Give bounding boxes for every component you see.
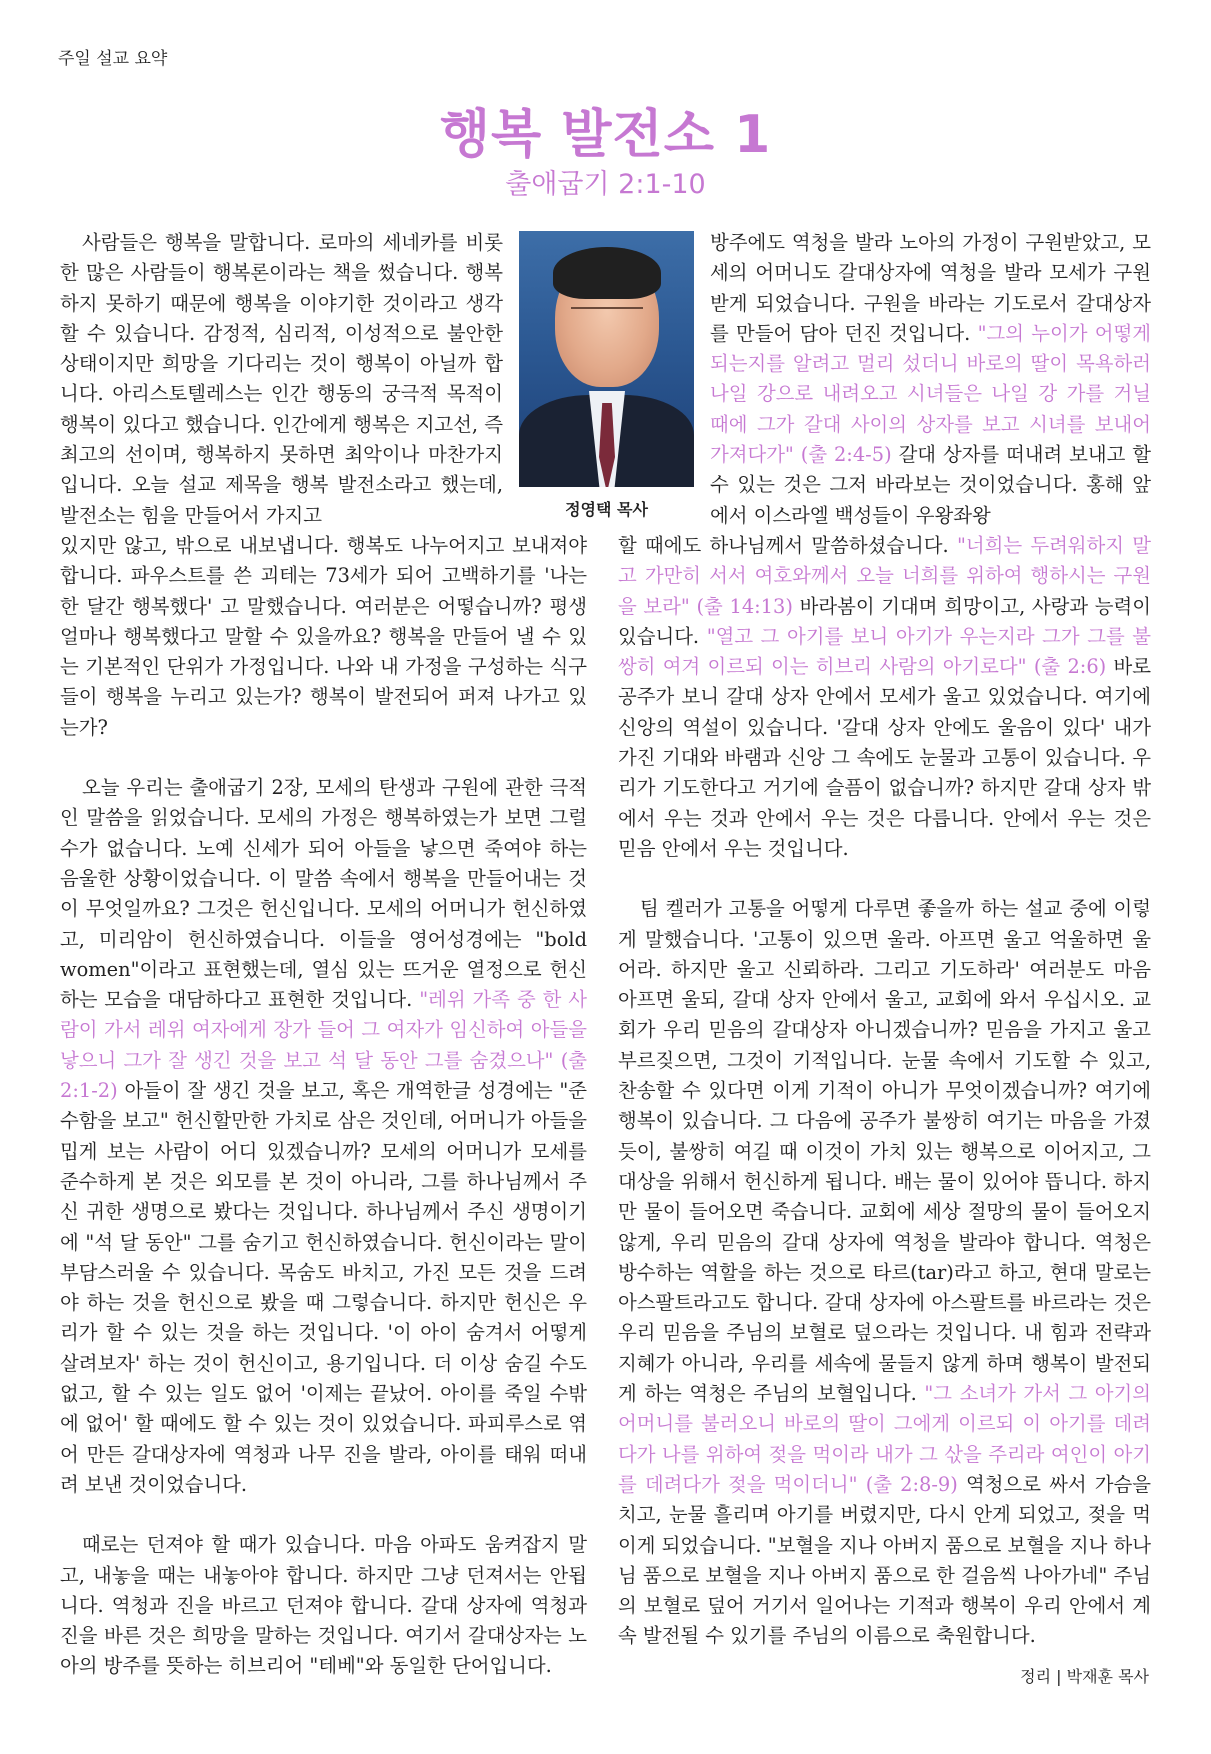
paragraph-text: 바로 공주가 보니 갈대 상자 안에서 모세가 울고 있었습니다. 여기에 신앙의 역설이 있습니다. '갈대 상자 안에도 울음이 있다' 내가 가진 기대와 바램과 신앙 그 속에도 눈물과 고통이 있습니다. 우리가 기도한다고 거기에 슬픔이 없습니까? 하지만 갈대 상자 밖에서 우는 것과 안에서 우는 것은 다릅니다. 안에서 우는 것은 믿음 안에서 우는 것입니다. (618, 655, 1151, 860)
paragraph: 있지만 않고, 밖으로 내보냅니다. 행복도 나누어지고 보내져야 합니다. 파우스트를 쓴 괴테는 73세가 되어 고백하기를 '나는 한 달간 행복했다' 고 말했습니다. 여러분은 어떻습니까? 평생 얼마나 행복했다고 말할 수 있을까요? 행복을 만들어 낼 수 있는 기본적인 단위가 가정입니다. 나와 내 가정을 구성하는 식구들이 행복을 누리고 있는가? 행복이 발전되어 퍼져 나가고 있는가? (60, 534, 587, 739)
left-column-main (60, 531, 587, 1682)
scripture-quote: "너희는 두려워하지 말고 가만히 서서 여호와께서 오늘 너희를 위하여 행하시는 구원을 보라" (출 14:13) (618, 534, 1151, 618)
scripture-quote: "그의 누이가 어떻게 되는지를 알려고 멀리 섰더니 바로의 딸이 목욕하러 나일 강으로 내려오고 시녀들은 나일 강 가를 거닐 때에 그가 갈대 사이의 상자를 보고 시녀를 보내어 가져다가" (출 2:4-5) (710, 321, 1151, 467)
paragraph-text: 팀 켈러가 고통을 어떻게 다루면 좋을까 하는 설교 중에 이렇게 말했습니다. '고통이 있으면 울라. 아프면 울고 억울하면 울어라. 하지만 울고 신뢰하라. 그리고 기도하라' 여러분도 마음 아프면 울되, 갈대 상자 안에서 울고, 교회에 와서 우십시오. 교회가 우리 믿음의 갈대상자 아니겠습니까? 믿음을 가지고 울고 부르짖으면, 그것이 기적입니다. 눈물 속에서 기도할 수 있고, 찬송할 수 있다면 이게 기적이 아니가 무엇이겠습니까? 여기에 행복이 있습니다. 그 다음에 공주가 불쌍히 여기는 마음을 가졌듯이, 불쌍히 여길 때 이것이 가치 있는 행복으로 이어지고, 그 대상을 위해서 헌신하게 됩니다. 배는 물이 있어야 뜹니다. 하지만 물이 들어오면 죽습니다. 교회에 세상 절망의 물이 들어오지 않게, 우리 믿음의 갈대 상자에 역청을 발라야 합니다. 역청은 방수하는 역할을 하는 것으로 타르(tar)라고 하고, 현대 말로는 아스팔트라고도 합니다. 갈대 상자에 아스팔트를 바르라는 것은 우리 믿음을 주님의 보혈로 덮으라는 것입니다. 내 힘과 전략과 지혜가 아니라, 우리를 세속에 물들지 않게 하며 행복이 발전되게 하는 역청은 주님의 보혈입니다. (618, 897, 1151, 1406)
right-column-main (618, 531, 1151, 1652)
section-label: 주일 설교 요약 (58, 49, 168, 69)
paragraph-text: 갈대 상자를 떠내려 보내고 할 수 있는 것은 그저 바라보는 것이었습니다. 홍해 앞에서 이스라엘 백성들이 우왕좌왕 (710, 443, 1151, 527)
scripture-quote: "그 소녀가 가서 그 아기의 어머니를 불러오니 바로의 딸이 그에게 이르되 이 아기를 데려다가 나를 위하여 젖을 먹이라 내가 그 삯을 주리라 여인이 아기를 데려다가 젖을 먹이더니" (출 2:8-9) (618, 1382, 1151, 1496)
scripture-quote: "열고 그 아기를 보니 아기가 우는지라 그가 그를 불쌍히 여겨 이르되 이는 히브리 사람의 아기로다" (출 2:6) (618, 624, 1152, 679)
paragraph (710, 228, 1151, 531)
photo-caption: 정영택 목사 (565, 500, 648, 519)
right-column-top (710, 228, 1151, 531)
editor-credit: 정리 | 박재훈 목사 (1020, 1667, 1149, 1686)
page-title: 행복 발전소 1 (439, 105, 772, 165)
paragraph (618, 894, 1151, 1651)
paragraph-text: 바라봄이 기대며 희망이고, 사랑과 능력이 있습니다. (618, 594, 1151, 648)
paragraph-text: 방주에도 역청을 발라 노아의 가정이 구원받았고, 모세의 어머니도 갈대상자에 역청을 발라 모세가 구원받게 되었습니다. 구원을 바라는 기도로서 갈대상자를 만들어 담아 던진 것입니다. (710, 231, 1151, 345)
paragraph-text: 할 때에도 하나님께서 말씀하셨습니다. (618, 534, 949, 557)
paragraph-text: 역청으로 싸서 가슴을 치고, 눈물 흘리며 아기를 버렸지만, 다시 안게 되었고, 젖을 먹이게 되었습니다. "보혈을 지나 아버지 품으로 보혈을 지나 하나님 품으로 보혈을 지나 아버지 품으로 한 걸음씩 나아가네" 주님의 보혈로 덮어 거기서 일어나는 기적과 행복이 우리 안에서 계속 발전될 수 있기를 주님의 이름으로 축원합니다. (618, 1472, 1151, 1648)
paragraph: 사람들은 행복을 말합니다. 로마의 세네카를 비롯한 많은 사람들이 행복론이라는 책을 썼습니다. 행복하지 못하기 때문에 행복을 이야기한 것이라고 생각할 수 있습니다. 감정적, 심리적, 이성적으로 불안한 상태이지만 희망을 기다리는 것이 행복이 아닐까 합니다. 아리스토텔레스는 인간 행동의 궁극적 목적이 행복이 있다고 했습니다. 인간에게 행복은 지고선, 즉 최고의 선이며, 행복하지 못하면 최악이나 마찬가지입니다. 오늘 설교 제목을 행복 발전소라고 했는데, 발전소는 힘을 만들어서 가지고 (60, 231, 503, 527)
scripture-quote: "레위 가족 중 한 사람이 가서 레위 여자에게 장가 들어 그 여자가 임신하여 아들을 낳으니 그가 잘 생긴 것을 보고 석 달 동안 그를 숨겼으나" (출 2:1-2) (60, 988, 587, 1103)
paragraph-text: 오늘 우리는 출애굽기 2장, 모세의 탄생과 구원에 관한 극적인 말씀을 읽었습니다. 모세의 가정은 행복하였는가 보면 그럴 수가 없습니다. 노예 신세가 되어 아들을 낳으면 죽여야 하는 음울한 상황이었습니다. 이 말씀 속에서 행복을 만들어내는 것이 무엇일까요? 그것은 헌신입니다. 모세의 어머니가 헌신하였고, 미리암이 헌신하였습니다. 이들을 영어성경에는 "bold women"이라고 표현했는데, 열심 있는 뜨거운 열정으로 헌신하는 모습을 대담하다고 표현한 것입니다. (60, 776, 587, 1012)
pastor-photo (519, 231, 694, 487)
paragraph (618, 531, 1151, 864)
left-column-top (60, 228, 503, 531)
paragraph: 때로는 던져야 할 때가 있습니다. 마음 아파도 움켜잡지 말고, 내놓을 때는 내놓아야 합니다. 하지만 그냥 던져서는 안됩니다. 역청과 진을 바르고 던져야 합니다. 갈대 상자에 역청과 진을 바른 것은 희망을 말하는 것입니다. 여기서 갈대상자는 노아의 방주를 뜻하는 히브리어 "테베"와 동일한 단어입니다. (60, 1533, 587, 1678)
paragraph-text: 아들이 잘 생긴 것을 보고, 혹은 개역한글 성경에는 "준수함을 보고" 헌신할만한 가치로 삼은 것인데, 어머니가 아들을 밉게 보는 사람이 어디 있겠습니까? 모세의 어머니가 모세를 준수하게 본 것은 외모를 본 것이 아니라, 그를 하나님께서 주신 귀한 생명으로 봤다는 것입니다. 하나님께서 주신 생명이기에 "석 달 동안" 그를 숨기고 헌신하였습니다. 헌신이라는 말이 부담스러울 수 있습니다. 목숨도 바치고, 가진 모든 것을 드려야 하는 것을 헌신으로 봤을 때 그렇습니다. 하지만 헌신은 우리가 할 수 있는 것을 하는 것입니다. '이 아이 숨겨서 어떻게 살려보자' 하는 것이 헌신이고, 용기입니다. 더 이상 숨길 수도 없고, 할 수 있는 일도 없어 '이제는 끝났어. 아이를 죽일 수밖에 없어' 할 때에도 할 수 있는 것이 있었습니다. 파피루스로 엮어 만든 갈대상자에 역청과 나무 진을 발라, 아이를 태워 떠내려 보낸 것이었습니다. (60, 1079, 587, 1496)
paragraph (60, 773, 587, 1500)
scripture-reference: 출애굽기 2:1-10 (505, 169, 706, 200)
